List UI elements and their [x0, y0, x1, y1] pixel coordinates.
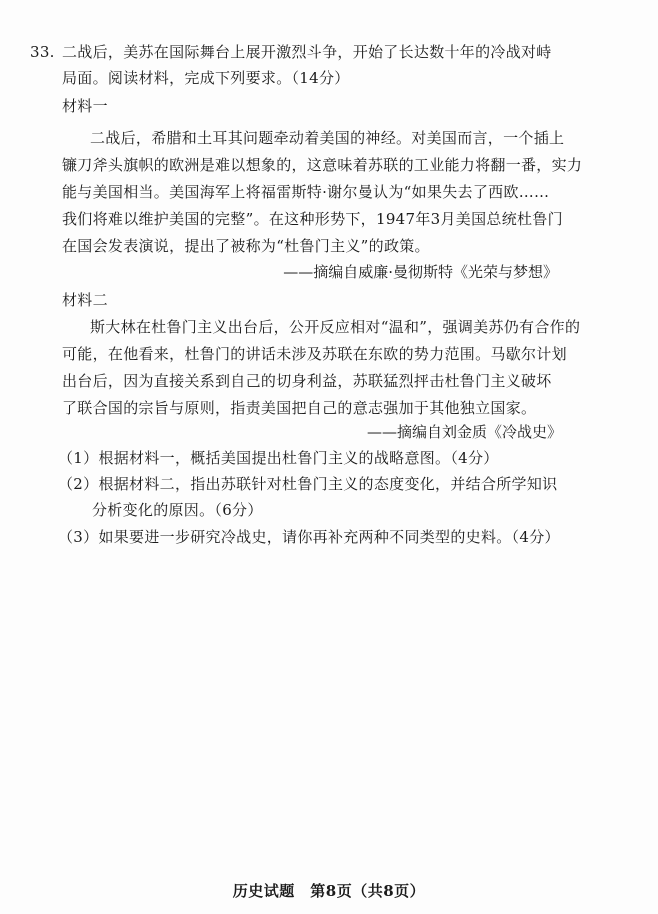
question-number: 33.: [30, 43, 55, 61]
material-1-heading: 材料一: [62, 97, 108, 115]
material-2-line: 可能，在他看来，杜鲁门的讲话未涉及苏联在东欧的势力范围。马歇尔计划: [62, 345, 567, 363]
material-2-heading: 材料二: [62, 291, 108, 309]
material-1-line: 二战后，希腊和土耳其问题牵动着美国的神经。对美国而言，一个插上: [90, 129, 565, 147]
task-1: （1）根据材料一，概括美国提出杜鲁门主义的战略意图。（4分）: [58, 449, 499, 467]
material-2-line: 斯大林在杜鲁门主义出台后，公开反应相对“温和”，强调美苏仍有合作的: [90, 318, 581, 336]
task-2: （2）根据材料二，指出苏联针对杜鲁门主义的态度变化，并结合所学知识: [58, 475, 558, 493]
question-intro-line-2: 局面。阅读材料，完成下列要求。（14分）: [62, 69, 350, 87]
question-intro-line-1: 二战后，美苏在国际舞台上展开激烈斗争，开始了长达数十年的冷战对峙: [62, 43, 552, 61]
task-3: （3）如果要进一步研究冷战史，请你再补充两种不同类型的史料。（4分）: [58, 528, 560, 546]
material-2-source: ——摘编自刘金质《冷战史》: [366, 423, 562, 441]
material-1-line: 在国会发表演说，提出了被称为“杜鲁门主义”的政策。: [62, 237, 430, 255]
material-2-line: 出台后，因为直接关系到自己的切身利益，苏联猛烈抨击杜鲁门主义破坏: [62, 372, 552, 390]
material-1-line: 镰刀斧头旗帜的欧洲是难以想象的，这意味着苏联的工业能力将翻一番，实力: [62, 156, 583, 174]
page-footer: 历史试题 第8页（共8页）: [232, 882, 426, 900]
material-1-line: 能与美国相当。美国海军上将福雷斯特·谢尔曼认为“如果失去了西欧……: [62, 183, 550, 201]
material-1-line: 我们将难以维护美国的完整”。在这种形势下，1947年3月美国总统杜鲁门: [62, 210, 563, 228]
material-1-source: ——摘编自威廉·曼彻斯特《光荣与梦想》: [283, 263, 558, 281]
task-2-continued: 分析变化的原因。（6分）: [92, 501, 263, 519]
material-2-line: 了联合国的宗旨与原则，指责美国把自己的意志强加于其他独立国家。: [62, 399, 537, 417]
